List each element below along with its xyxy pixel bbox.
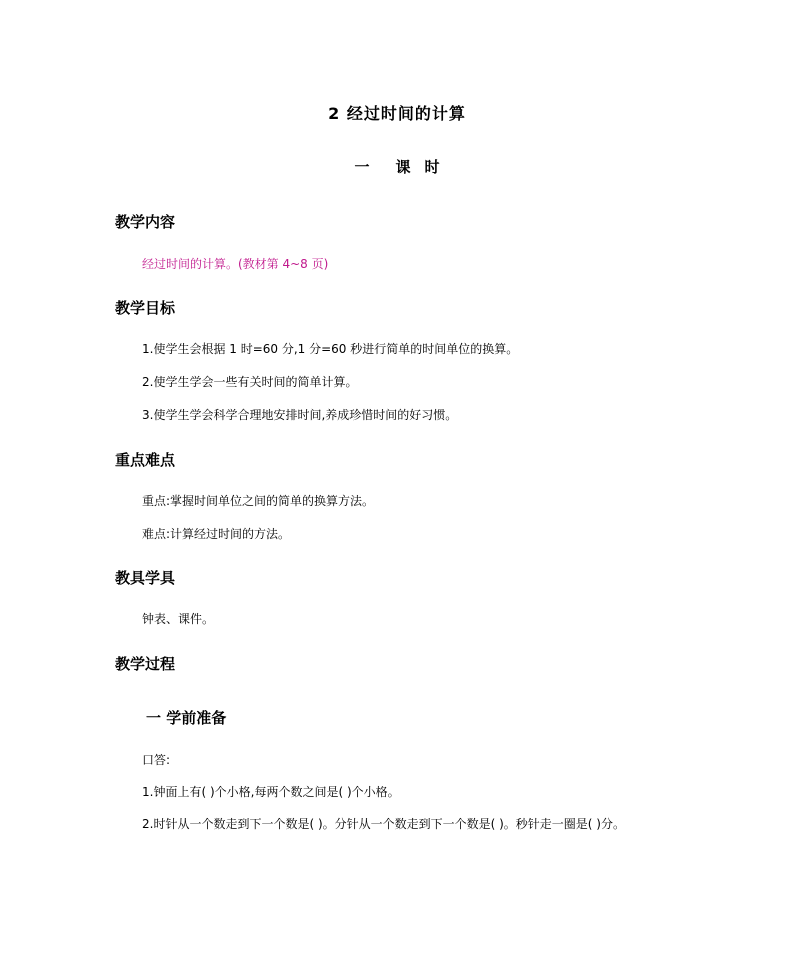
content-text: 经过时间的计算。(教材第 4~8 页) <box>142 257 329 271</box>
subtitle-part-3: 时 <box>424 158 440 176</box>
oral-label: 口答: <box>142 753 171 767</box>
section-heading-tools: 教具学具 <box>115 569 176 587</box>
section-heading-goals: 教学目标 <box>115 299 176 317</box>
section-heading-process: 教学过程 <box>115 655 176 673</box>
tools-text: 钟表、课件。 <box>142 612 215 626</box>
page-title: 2 经过时间的计算 <box>328 104 466 123</box>
question-1: 1.钟面上有( )个小格,每两个数之间是( )个小格。 <box>142 785 400 799</box>
goal-item-2: 2.使学生学会一些有关时间的简单计算。 <box>142 375 358 389</box>
key-point-text: 重点:掌握时间单位之间的简单的换算方法。 <box>142 494 375 508</box>
difficult-point-text: 难点:计算经过时间的方法。 <box>142 527 291 541</box>
subtitle-part-2: 课 <box>395 158 411 176</box>
subtitle-part-1: 一 <box>354 158 370 176</box>
section-heading-key-points: 重点难点 <box>115 451 176 469</box>
goal-item-1: 1.使学生会根据 1 时=60 分,1 分=60 秒进行简单的时间单位的换算。 <box>142 342 519 356</box>
question-2: 2.时针从一个数走到下一个数是( )。分针从一个数走到下一个数是( )。秒针走一圈是( )分。 <box>142 817 625 831</box>
goal-item-3: 3.使学生学会科学合理地安排时间,养成珍惜时间的好习惯。 <box>142 408 458 422</box>
section-heading-content: 教学内容 <box>115 213 176 231</box>
lesson-subtitle <box>0 156 794 177</box>
step-heading-preparation: 一 学前准备 <box>146 709 227 727</box>
